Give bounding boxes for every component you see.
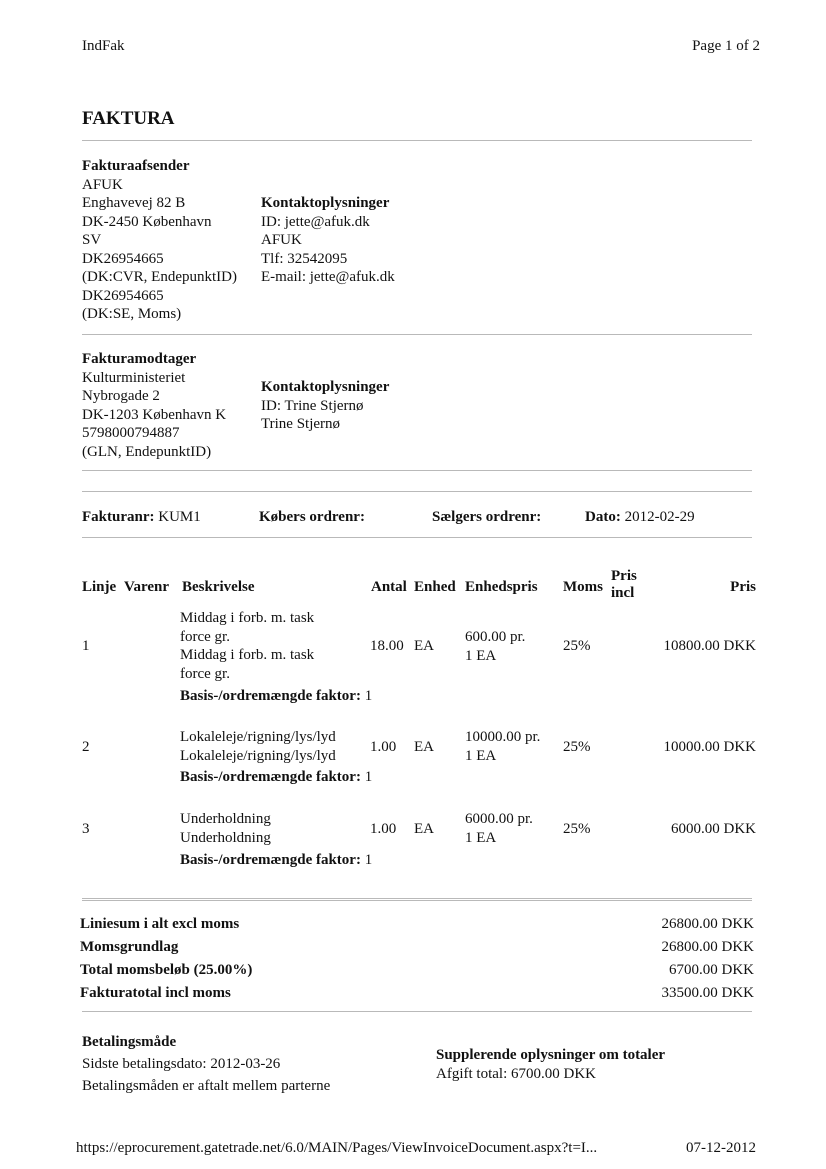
col-header-linje: Linje: [82, 579, 117, 595]
row-2-factor: [180, 768, 372, 787]
invoice-number-label: Fakturanr:: [82, 509, 155, 525]
totals-values: [662, 913, 755, 1005]
receiver-contact-line: ID: Trine Stjernø: [261, 397, 364, 414]
sender-contact-line: AFUK: [261, 232, 302, 248]
header-app-name: IndFak: [82, 38, 125, 54]
row-1-factor: [180, 687, 372, 706]
invoice-number-value: KUM1: [158, 509, 201, 525]
col-header-beskrivelse: Beskrivelse: [182, 579, 255, 595]
col-header-pris-incl-line1: Pris: [611, 568, 637, 584]
row-3-linje: 3: [82, 821, 90, 837]
receiver-line: 5798000794887: [82, 425, 180, 441]
col-header-enhed: Enhed: [414, 579, 456, 595]
sender-line: AFUK: [82, 176, 123, 193]
row-2-enhedspris: [465, 728, 540, 765]
row-2-factor-value: 1: [364, 769, 373, 785]
row-1-desc-line: force gr.: [180, 665, 230, 682]
receiver-line: (GLN, EndepunktID): [82, 443, 212, 460]
row-3-antal: 1.00: [370, 821, 397, 837]
sender-contact-heading: Kontaktoplysninger: [261, 195, 390, 211]
col-header-moms: Moms: [563, 579, 603, 595]
divider: [82, 140, 752, 141]
receiver-contact-line: Trine Stjernø: [261, 416, 341, 432]
row-3-enhedspris-line: 1 EA: [465, 829, 497, 846]
row-2-desc-line: Lokaleleje/rigning/lys/lyd: [180, 729, 336, 745]
totals-labels: [80, 913, 252, 1005]
payment-line: Sidste betalingsdato: 2012-03-26: [82, 1056, 281, 1072]
row-1-enhedspris-line: 600.00 pr.: [465, 629, 526, 645]
row-1-linje: 1: [82, 638, 90, 654]
receiver-contact-block: [261, 378, 389, 434]
receiver-line: Kulturministeriet: [82, 369, 186, 386]
footer-url: https://eprocurement.gatetrade.net/6.0/MAIN/Pages/ViewInvoiceDocument.aspx?t=I...: [76, 1140, 598, 1156]
sender-contact-block: [261, 194, 395, 287]
row-2-pris: 10000.00 DKK: [663, 739, 756, 755]
col-header-enhedspris: Enhedspris: [465, 579, 538, 595]
total-label-liniesum: Liniesum i alt excl moms: [80, 916, 240, 932]
invoice-date-label: Dato:: [585, 509, 621, 525]
invoice-date-value: 2012-02-29: [624, 509, 695, 525]
receiver-heading: Fakturamodtager: [82, 351, 197, 367]
receiver-line: DK-1203 København K: [82, 406, 227, 423]
invoice-date: [585, 508, 695, 527]
col-header-pris: Pris: [730, 579, 756, 595]
footer-date: 07-12-2012: [686, 1140, 756, 1156]
row-3-factor-label: Basis-/ordremængde faktor:: [180, 852, 361, 868]
divider: [82, 537, 752, 538]
invoice-number: [82, 508, 201, 527]
row-1-moms: 25%: [563, 638, 591, 654]
row-1-enhed: EA: [414, 638, 434, 654]
receiver-line: Nybrogade 2: [82, 388, 160, 404]
divider: [82, 470, 752, 471]
row-3-desc-line: Underholdning: [180, 811, 271, 827]
sender-contact-line: ID: jette@afuk.dk: [261, 213, 370, 230]
divider: [82, 491, 752, 492]
total-label-momsgrundlag: Momsgrundlag: [80, 939, 179, 955]
total-label-fakturatotal: Fakturatotal incl moms: [80, 985, 231, 1001]
divider: [82, 334, 752, 335]
row-3-enhedspris: [465, 810, 533, 847]
total-value-fakturatotal: 33500.00 DKK: [661, 985, 754, 1001]
sender-contact-line: E-mail: jette@afuk.dk: [261, 269, 395, 285]
payment-line: Betalingsmåden er aftalt mellem parterne: [82, 1078, 331, 1094]
row-1-desc-line: Middag i forb. m. task: [180, 647, 315, 663]
row-1-desc-line: force gr.: [180, 628, 230, 645]
total-value-liniesum: 26800.00 DKK: [661, 916, 754, 932]
sender-line: (DK:SE, Moms): [82, 306, 182, 322]
row-3-factor: [180, 851, 372, 870]
divider: [82, 898, 752, 901]
sender-line: Enghavevej 82 B: [82, 195, 186, 211]
col-header-varenr: Varenr: [124, 579, 169, 595]
payment-block: [82, 1031, 330, 1097]
row-2-factor-label: Basis-/ordremængde faktor:: [180, 769, 361, 785]
row-2-description: [180, 728, 336, 765]
sender-block: [82, 157, 237, 324]
sender-line: (DK:CVR, EndepunktID): [82, 269, 237, 285]
receiver-contact-heading: Kontaktoplysninger: [261, 379, 390, 395]
row-2-antal: 1.00: [370, 739, 397, 755]
row-2-enhed: EA: [414, 739, 434, 755]
seller-order-label: Sælgers ordrenr:: [432, 509, 542, 525]
row-1-enhedspris-line: 1 EA: [465, 647, 497, 664]
sender-line: DK26954665: [82, 250, 164, 267]
total-value-momsbelob: 6700.00 DKK: [669, 962, 754, 978]
sender-heading: Fakturaafsender: [82, 158, 190, 174]
supplementary-line: Afgift total: 6700.00 DKK: [436, 1065, 596, 1082]
row-3-description: [180, 810, 271, 847]
divider: [82, 1011, 752, 1012]
page-title: FAKTURA: [82, 108, 175, 129]
row-3-enhedspris-line: 6000.00 pr.: [465, 811, 533, 827]
row-3-desc-line: Underholdning: [180, 829, 271, 846]
row-3-pris: 6000.00 DKK: [671, 821, 756, 837]
row-1-factor-label: Basis-/ordremængde faktor:: [180, 688, 361, 704]
total-value-momsgrundlag: 26800.00 DKK: [661, 939, 754, 955]
col-header-pris-incl-line2: incl: [611, 585, 635, 601]
row-1-factor-value: 1: [364, 688, 373, 704]
row-2-enhedspris-line: 1 EA: [465, 747, 497, 764]
row-1-antal: 18.00: [370, 638, 404, 654]
receiver-block: [82, 350, 226, 461]
row-1-desc-line: Middag i forb. m. task: [180, 610, 315, 626]
buyer-order-label: Købers ordrenr:: [259, 509, 365, 525]
supplementary-heading: Supplerende oplysninger om totaler: [436, 1047, 666, 1063]
sender-contact-line: Tlf: 32542095: [261, 250, 348, 267]
sender-line: DK-2450 København: [82, 213, 212, 230]
row-2-enhedspris-line: 10000.00 pr.: [465, 729, 541, 745]
row-3-moms: 25%: [563, 821, 591, 837]
col-header-pris-incl: [611, 568, 637, 602]
row-2-desc-line: Lokaleleje/rigning/lys/lyd: [180, 747, 336, 764]
col-header-antal: Antal: [371, 579, 407, 595]
row-3-enhed: EA: [414, 821, 434, 837]
row-1-pris: 10800.00 DKK: [663, 638, 756, 654]
payment-heading: Betalingsmåde: [82, 1034, 177, 1050]
row-3-factor-value: 1: [364, 852, 373, 868]
supplementary-block: [436, 1046, 665, 1083]
row-1-enhedspris: [465, 628, 525, 665]
row-2-moms: 25%: [563, 739, 591, 755]
sender-line: DK26954665: [82, 287, 164, 304]
row-2-linje: 2: [82, 739, 90, 755]
sender-line: SV: [82, 232, 102, 248]
total-label-momsbelob: Total momsbeløb (25.00%): [80, 962, 253, 978]
header-page-number: Page 1 of 2: [692, 38, 760, 54]
row-1-description: [180, 609, 314, 683]
